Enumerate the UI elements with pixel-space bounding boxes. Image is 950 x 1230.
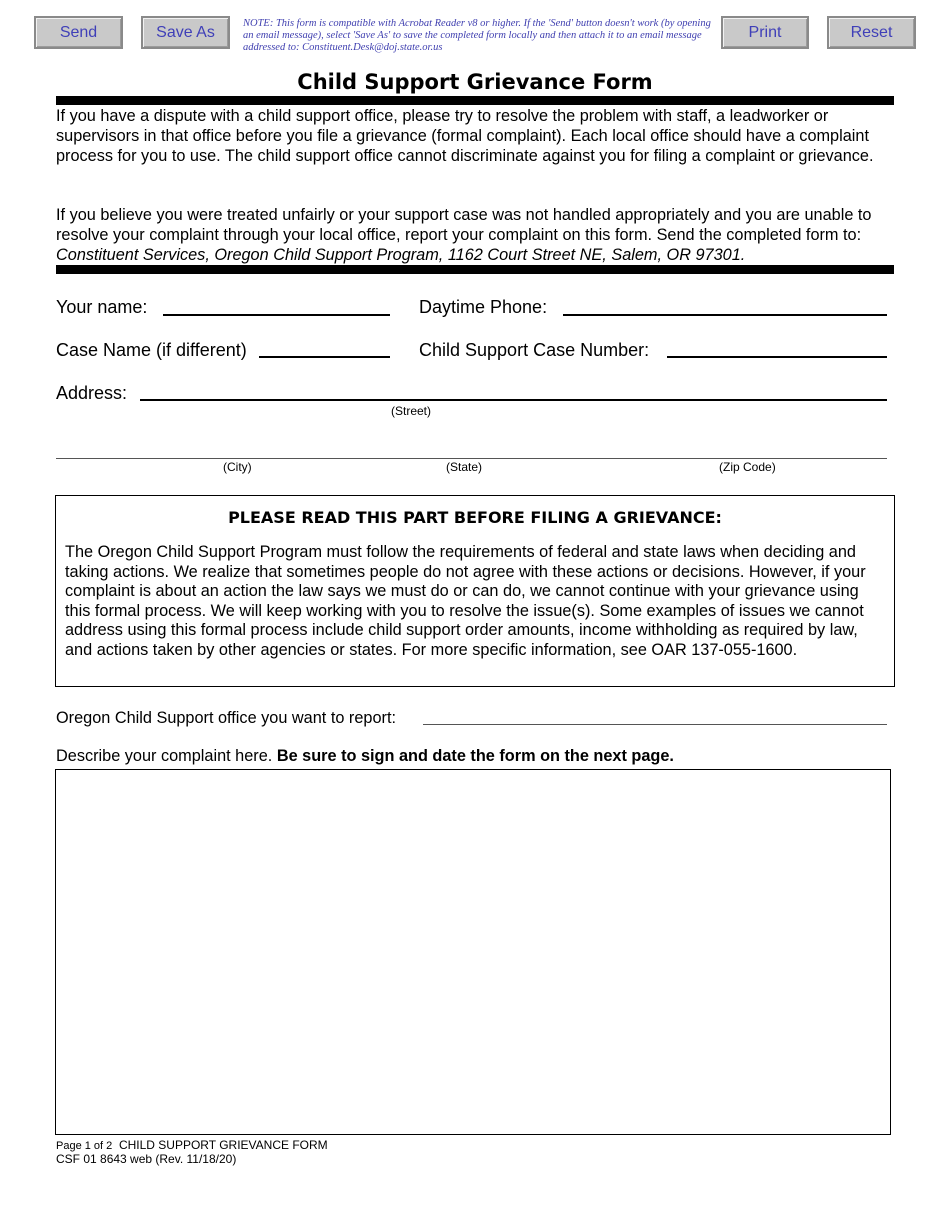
office-report-field[interactable] xyxy=(423,724,887,725)
sign-date-reminder: Be sure to sign and date the form on the next page. xyxy=(276,747,674,765)
city-caption: (City) xyxy=(223,460,252,474)
page-title: Child Support Grievance Form xyxy=(297,70,653,94)
send-button[interactable]: Send xyxy=(34,16,123,49)
state-caption: (State) xyxy=(446,460,483,474)
case-name-label: Case Name (if different) xyxy=(56,340,247,360)
zip-caption: (Zip Code) xyxy=(719,460,776,474)
office-report-label: Oregon Child Support office you want to report: xyxy=(56,709,396,727)
print-button[interactable]: Print xyxy=(721,16,809,49)
grievance-notice-box xyxy=(55,495,895,687)
footer-page-info xyxy=(56,1138,328,1153)
intro-divider xyxy=(56,265,894,274)
daytime-phone-label: Daytime Phone: xyxy=(419,297,548,317)
city-state-zip-field[interactable] xyxy=(56,458,887,459)
notice-body: The Oregon Child Support Program must follow the requirements of federal and state laws when deciding and taking actions. We realize that sometimes people do not agree with these actions or decisions. However, if your complaint is about an action the law says we must do or can do, we cannot continue with your grievance using this formal process. We will keep working with you to resolve the issue(s). Some examples of issues we cannot address using this formal process include child support order amounts, income withholding as required by law, and actions taken by other agencies or states. For more specific information, see OAR 137-055-1600. xyxy=(65,543,866,659)
page-indicator: Page 1 of 2 xyxy=(56,1140,113,1152)
case-name-field[interactable] xyxy=(259,356,390,358)
street-address-field[interactable] xyxy=(140,399,887,401)
intro-paragraph-1: If you have a dispute with a child support office, please try to resolve the problem with staff, a leadworker or supervisors in that office before you file a grievance (formal complaint). Each local office should have a complaint process for you to use. The child support office cannot discriminate against you for filing a complaint or grievance. xyxy=(56,107,874,165)
street-caption: (Street) xyxy=(391,404,432,418)
compatibility-note: NOTE: This form is compatible with Acrobat Reader v8 or higher. If the 'Send' button doesn't work (by opening an email message), select 'Save As' to save the completed form locally and then attach it to an email message addressed to: Constituent.Desk@doj.state.or.us xyxy=(243,18,711,53)
your-name-field[interactable] xyxy=(163,314,390,316)
save-as-button[interactable]: Save As xyxy=(141,16,230,49)
footer-form-code: CSF 01 8643 web (Rev. 11/18/20) xyxy=(56,1152,237,1166)
describe-complaint-text: Describe your complaint here. xyxy=(56,747,273,765)
top-divider xyxy=(56,96,894,105)
your-name-label: Your name: xyxy=(56,297,148,317)
intro-paragraph-2-text: If you believe you were treated unfairly or your support case was not handled appropriately and you are unable to resolve your complaint through your local office, report your complaint on this form. Send the completed form to: xyxy=(56,206,872,244)
footer-form-name: CHILD SUPPORT GRIEVANCE FORM xyxy=(118,1138,328,1152)
notice-heading: PLEASE READ THIS PART BEFORE FILING A GRIEVANCE: xyxy=(228,508,722,527)
describe-complaint-label xyxy=(56,747,896,767)
case-number-label: Child Support Case Number: xyxy=(419,340,650,360)
reset-button[interactable]: Reset xyxy=(827,16,916,49)
complaint-textarea[interactable] xyxy=(55,769,891,1135)
mailing-address: Constituent Services, Oregon Child Support Program, 1162 Court Street NE, Salem, OR 97301. xyxy=(56,245,746,264)
daytime-phone-field[interactable] xyxy=(563,314,887,316)
address-label: Address: xyxy=(56,383,128,403)
case-number-field[interactable] xyxy=(667,356,887,358)
intro-paragraph-2 xyxy=(56,206,896,265)
